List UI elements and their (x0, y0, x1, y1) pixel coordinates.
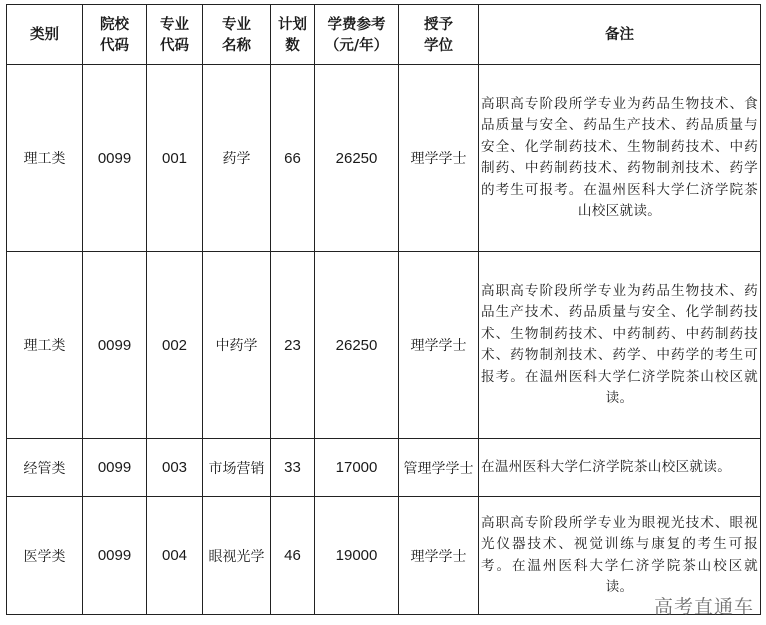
table-row (7, 439, 761, 497)
header-plan (271, 5, 315, 65)
remarks-text: 高职高专阶段所学专业为药品生物技术、食品质量与安全、药品生产技术、药品质量与安全、化学制药技术、生物制药技术、中药制药、中药制药技术、药物制剂技术、药学的考生可报考。在温州医科大学仁济学院茶山校区就读。 (481, 95, 758, 219)
header-remarks: 备注 (479, 5, 761, 65)
category-cell: 理工类 (7, 65, 83, 252)
school-code-cell: 0099 (83, 252, 147, 439)
header-degree (399, 5, 479, 65)
major-name-cell: 市场营销 (203, 439, 271, 497)
table-row (7, 65, 761, 252)
header-school-code-line1: 院校 (100, 15, 129, 33)
remarks-cell (479, 439, 761, 497)
school-code-cell: 0099 (83, 65, 147, 252)
category-cell: 医学类 (7, 497, 83, 615)
plan-cell: 23 (271, 252, 315, 439)
major-name-cell: 药学 (203, 65, 271, 252)
plan-cell: 66 (271, 65, 315, 252)
major-code-cell: 004 (147, 497, 203, 615)
header-major-code (147, 5, 203, 65)
plan-cell: 33 (271, 439, 315, 497)
header-tuition-line2: （元/年） (324, 36, 389, 54)
header-major-name-line2: 名称 (222, 36, 251, 54)
tuition-cell: 19000 (315, 497, 399, 615)
school-code-cell: 0099 (83, 497, 147, 615)
header-major-name-line1: 专业 (222, 15, 251, 33)
degree-cell: 管理学学士 (399, 439, 479, 497)
admission-table (6, 4, 761, 615)
header-major-code-line1: 专业 (160, 15, 189, 33)
table-row (7, 497, 761, 615)
header-tuition (315, 5, 399, 65)
tuition-cell: 26250 (315, 65, 399, 252)
major-code-cell: 003 (147, 439, 203, 497)
school-code-cell: 0099 (83, 439, 147, 497)
major-code-cell: 002 (147, 252, 203, 439)
major-name-cell: 中药学 (203, 252, 271, 439)
header-major-name (203, 5, 271, 65)
table-row (7, 252, 761, 439)
tuition-cell: 26250 (315, 252, 399, 439)
tuition-cell: 17000 (315, 439, 399, 497)
header-tuition-line1: 学费参考 (327, 15, 386, 33)
degree-cell: 理学学士 (399, 252, 479, 439)
header-degree-line2: 学位 (424, 36, 453, 54)
major-code-cell: 001 (147, 65, 203, 252)
plan-cell: 46 (271, 497, 315, 615)
header-school-code-line2: 代码 (100, 36, 129, 54)
category-cell: 理工类 (7, 252, 83, 439)
header-major-code-line2: 代码 (160, 36, 189, 54)
header-plan-line1: 计划 (278, 15, 307, 33)
category-cell: 经管类 (7, 439, 83, 497)
remarks-cell (479, 252, 761, 439)
remarks-cell (479, 65, 761, 252)
header-school-code (83, 5, 147, 65)
remarks-text: 高职高专阶段所学专业为药品生物技术、药品生产技术、药品质量与安全、化学制药技术、生物制药技术、中药制药、中药制药技术、药物制剂技术、药学、中药学的考生可报考。在温州医科大学仁济学院茶山校区就读。 (481, 282, 758, 406)
remarks-text: 在温州医科大学仁济学院茶山校区就读。 (481, 458, 732, 475)
header-plan-line2: 数 (285, 36, 300, 54)
major-name-cell: 眼视光学 (203, 497, 271, 615)
watermark-logo-text: 高考直通车 (653, 596, 754, 618)
degree-cell: 理学学士 (399, 65, 479, 252)
header-category: 类别 (7, 5, 83, 65)
remarks-text: 高职高专阶段所学专业为眼视光技术、眼视光仪器技术、视觉训练与康复的考生可报考。在温州医科大学仁济学院茶山校区就读。 (481, 514, 758, 595)
degree-cell: 理学学士 (399, 497, 479, 615)
header-degree-line1: 授予 (424, 15, 453, 33)
header-row (7, 5, 761, 65)
